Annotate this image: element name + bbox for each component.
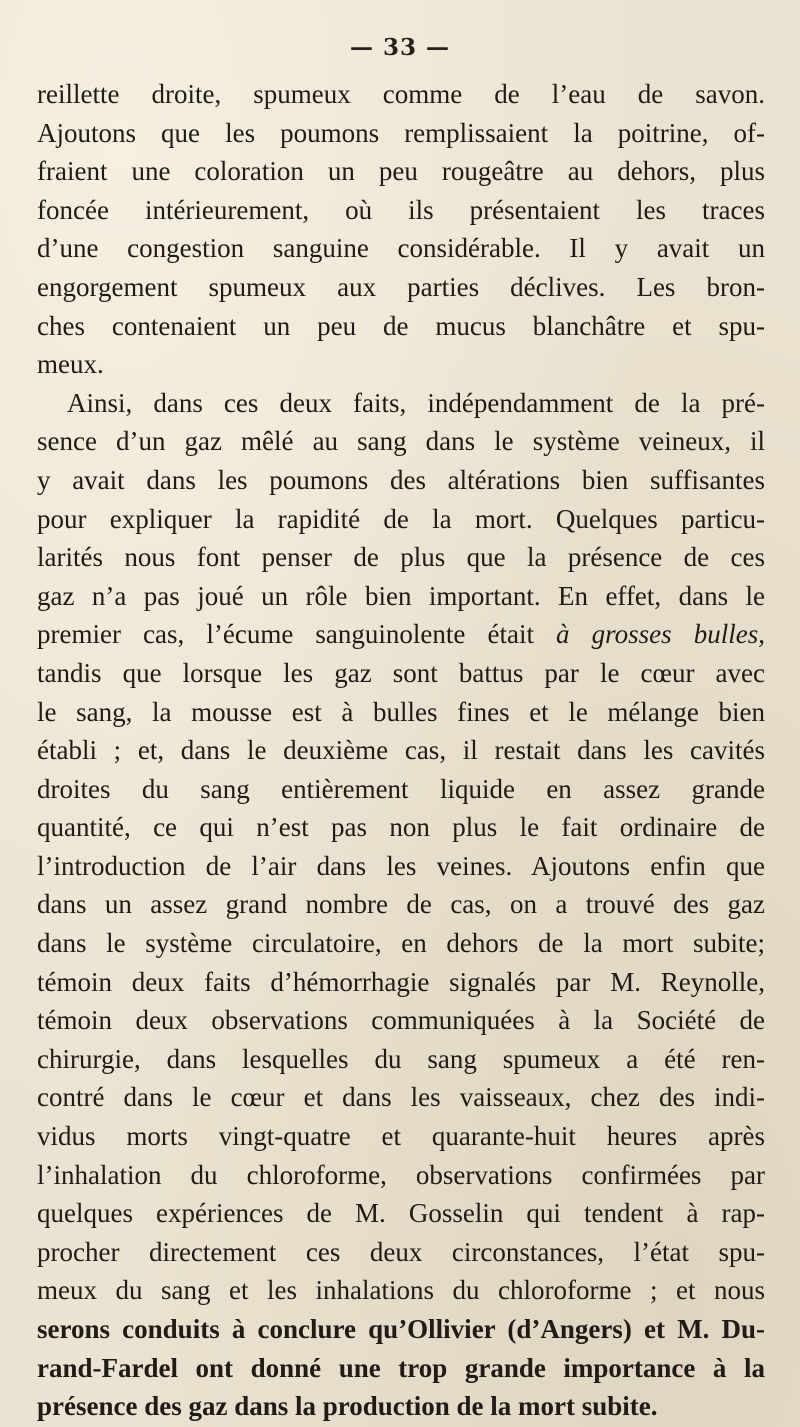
text-line: dans un assez grand nombre de cas, on a trouvé des gaz [37, 889, 765, 920]
text-line: droites du sang entièrement liquide en assez grande [37, 773, 765, 804]
text-line: serons conduits à conclure qu’Ollivier (d’Angers) et M. Du- [37, 1314, 765, 1344]
text-line: pour expliquer la rapidité de la mort. Quelques particu- [37, 503, 765, 534]
text-line: tandis que lorsque les gaz sont battus par le cœur avec [37, 657, 765, 688]
text-line-italic-phrase: premier cas, l’écume sanguinolente était à grosses bulles, [37, 619, 765, 650]
text-line: reillette droite, spumeux comme de l’eau de savon. [37, 79, 765, 109]
text-line: procher directement ces deux circonstances, l’état spu- [37, 1236, 765, 1267]
text-line: meux. [37, 349, 104, 380]
text-line: l’introduction de l’air dans les veines. Ajoutons enfin que [37, 850, 765, 881]
text-line: Ainsi, dans ces deux faits, indépendamment de la pré- [67, 387, 765, 418]
italic-phrase: à grosses bulles, [556, 619, 765, 650]
text-line: présence des gaz dans la production de la mort subite. [37, 1391, 658, 1422]
text-line: dans le système circulatoire, en dehors de la mort subite; [37, 928, 765, 959]
text-line: y avait dans les poumons des altérations bien suffisantes [37, 464, 765, 495]
text-line: contré dans le cœur et dans les vaisseaux, chez des indi- [37, 1082, 765, 1113]
text-line: meux du sang et les inhalations du chloroforme ; et nous [37, 1275, 765, 1306]
text-line: engorgement spumeux aux parties déclives. Les bron- [37, 271, 765, 302]
text-line: chirurgie, dans lesquelles du sang spumeux a été ren- [37, 1043, 765, 1074]
text-line: quantité, ce qui n’est pas non plus le fait ordinaire de [37, 812, 765, 843]
text-line: témoin deux faits d’hémorrhagie signalés par M. Reynolle, [37, 966, 765, 997]
text-line: sence d’un gaz mêlé au sang dans le système veineux, il [37, 426, 765, 457]
text-line: ches contenaient un peu de mucus blanchâtre et spu- [37, 310, 765, 341]
text-line: témoin deux observations communiquées à la Société de [37, 1005, 765, 1036]
text-line: quelques expériences de M. Gosselin qui tendent à rap- [37, 1198, 765, 1229]
text-line: gaz n’a pas joué un rôle bien important. En effet, dans le [37, 580, 765, 611]
text-line: rand-Fardel ont donné une trop grande importance à la [37, 1352, 765, 1383]
text-line: vidus morts vingt-quatre et quarante-huit heures après [37, 1121, 765, 1152]
text-line: d’une congestion sanguine considérable. Il y avait un [37, 233, 765, 264]
text-line: fraient une coloration un peu rougeâtre au dehors, plus [37, 156, 765, 187]
body-text [37, 75, 765, 1426]
text-line: l’inhalation du chloroforme, observations confirmées par [37, 1159, 765, 1190]
text-line: le sang, la mousse est à bulles fines et le mélange bien [37, 696, 765, 727]
text-line: foncée intérieurement, où ils présentaient les traces [37, 194, 765, 225]
text-line: établi ; et, dans le deuxième cas, il restait dans les cavités [37, 735, 765, 766]
page-number: — 33 — [349, 34, 451, 61]
text-line: larités nous font penser de plus que la présence de ces [37, 542, 765, 573]
text-line: Ajoutons que les poumons remplissaient la poitrine, of- [37, 117, 765, 148]
